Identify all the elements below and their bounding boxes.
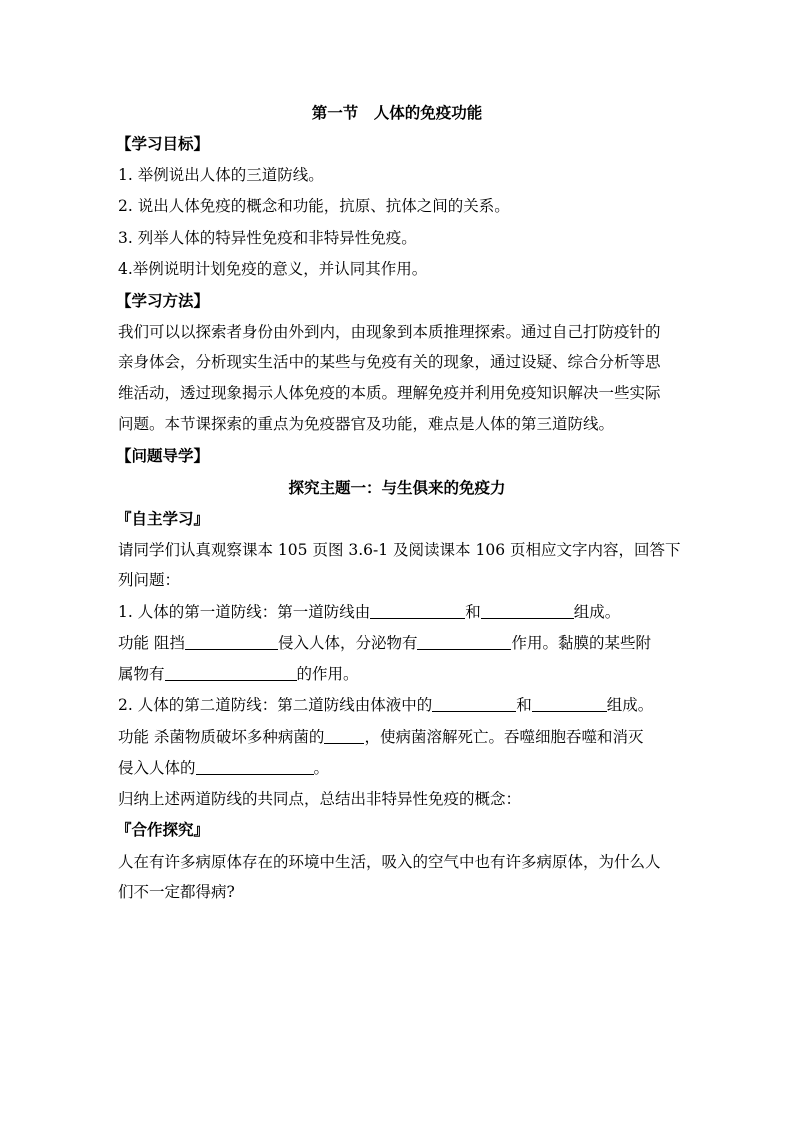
goal-item: 1. 举例说出人体的三道防线。: [118, 166, 324, 184]
fill-blank[interactable]: [481, 603, 574, 619]
question-text: 2. 人体的第二道防线：第二道防线由体液中的: [118, 696, 433, 714]
question-text: ，使病菌溶解死亡。吞噬细胞吞噬和消灭: [364, 728, 644, 746]
topic-title: 探究主题一：与生俱来的免疫力: [288, 478, 506, 497]
fill-blank[interactable]: [370, 603, 465, 619]
self-study-intro-line: 请同学们认真观察课本 105 页图 3.6-1 及阅读课本 106 页相应文字内容，回答下: [118, 541, 681, 559]
fill-blank[interactable]: [324, 728, 364, 744]
goal-item: 2. 说出人体免疫的概念和功能，抗原、抗体之间的关系。: [118, 197, 510, 215]
cooperative-question-line: 人在有许多病原体存在的环境中生活，吸入的空气中也有许多病原体，为什么人: [118, 853, 661, 871]
fill-blank[interactable]: [185, 634, 278, 650]
question-text: 。: [313, 759, 330, 777]
cooperative-question-line: 们不一定都得病?: [118, 883, 235, 901]
guide-heading: 【问题导学】: [116, 446, 210, 465]
method-paragraph-line: 我们可以以探索者身份由外到内，由现象到本质推理探索。通过自己打防疫针的: [118, 323, 661, 341]
method-paragraph-line: 维活动，透过现象揭示人体免疫的本质。理解免疫并利用免疫知识解决一些实际: [118, 384, 661, 402]
fill-blank[interactable]: [432, 696, 516, 712]
question-text: 功能 杀菌物质破坏多种病菌的: [118, 728, 325, 746]
question-text: 功能 阻挡: [118, 634, 185, 652]
question-text: 属物有: [118, 665, 165, 683]
summary-prompt: 归纳上述两道防线的共同点，总结出非特异性免疫的概念：: [118, 790, 522, 808]
question-text: 和: [516, 696, 532, 714]
question-2-line-1: [118, 695, 653, 715]
question-text: 的作用。: [296, 665, 359, 683]
question-text: 组成。: [573, 603, 621, 621]
goal-item: 4.举例说明计划免疫的意义，并认同其作用。: [118, 260, 428, 278]
question-text: 作用。黏膜的某些附: [511, 634, 651, 652]
page-title: 第一节 人体的免疫功能: [311, 103, 483, 122]
self-study-heading: 『自主学习』: [116, 509, 210, 528]
fill-blank[interactable]: [417, 634, 511, 650]
fill-blank[interactable]: [165, 665, 297, 681]
question-1-line-1: [118, 602, 620, 622]
cooperative-heading: 『合作探究』: [116, 820, 210, 839]
question-2-line-2: [118, 727, 643, 747]
question-text: 1. 人体的第一道防线：第一道防线由: [118, 603, 371, 621]
question-1-line-3: [118, 664, 359, 684]
question-text: 和: [465, 603, 481, 621]
question-text: 组成。: [606, 696, 654, 714]
goal-item: 3. 列举人体的特异性免疫和非特异性免疫。: [118, 229, 417, 247]
method-heading: 【学习方法】: [116, 291, 210, 310]
fill-blank[interactable]: [532, 696, 607, 712]
question-2-line-3: [118, 758, 329, 778]
goals-heading: 【学习目标】: [116, 134, 210, 153]
method-paragraph-line: 问题。本节课探索的重点为免疫器官及功能，难点是人体的第三道防线。: [118, 415, 615, 433]
fill-blank[interactable]: [196, 759, 314, 775]
question-1-line-2: [118, 633, 651, 653]
question-text: 侵入人体的: [118, 759, 196, 777]
method-paragraph-line: 亲身体会，分析现实生活中的某些与免疫有关的现象，通过设疑、综合分析等思: [118, 353, 661, 371]
self-study-intro-line: 列问题：: [118, 571, 181, 589]
question-text: 侵入人体，分泌物有: [277, 634, 418, 652]
